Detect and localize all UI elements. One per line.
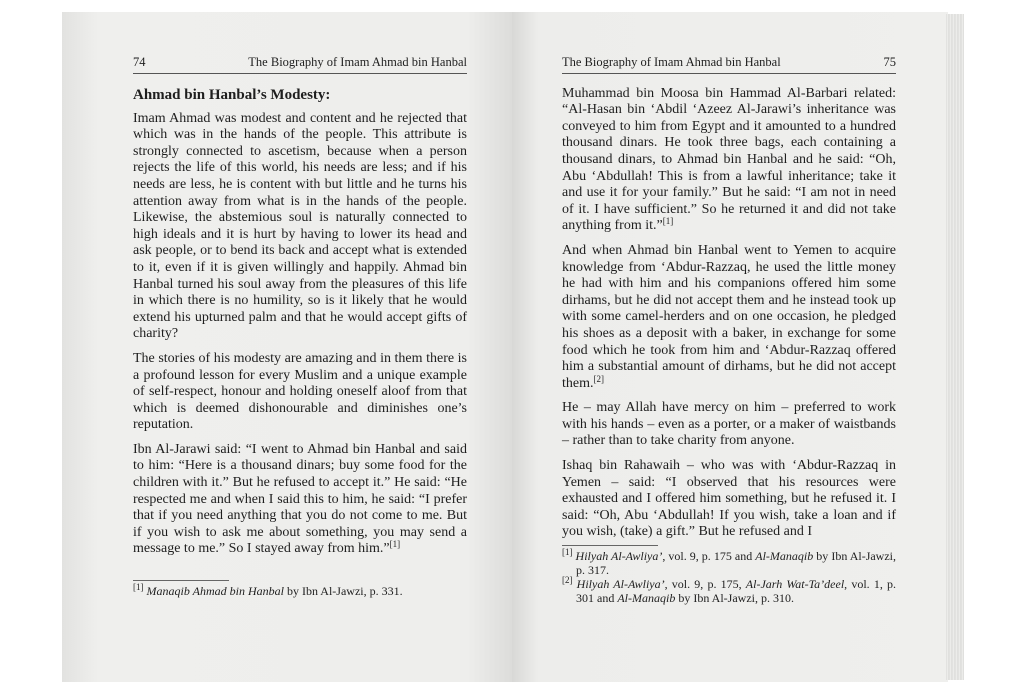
footnote-rule	[562, 545, 658, 546]
footnote-marker: [2]	[562, 575, 573, 586]
paragraph: The stories of his modesty are amazing and in them there is a profound lesson for every Muslim and a unique example of self-respect, honour and holding oneself aloof from that which is deemed dishonourable and diminishes one’s reputation.	[133, 350, 467, 433]
footnote-ref: [1]	[389, 539, 401, 550]
footnote-marker: [1]	[133, 582, 144, 593]
paragraph	[562, 86, 896, 235]
footnote-title: Hilyah Al-Awliya’	[576, 577, 665, 592]
paragraph: He – may Allah have mercy on him – preferred to work with his hands – even as a porter, or a maker of waistbands – rather than to take charity from anyone.	[562, 400, 896, 449]
footnote-text: , vol. 9, p. 175,	[664, 577, 746, 592]
footnote	[562, 549, 896, 577]
page-number: 74	[133, 55, 146, 69]
paragraph: Imam Ahmad was modest and content and he rejected that which was in the hands of the people. This attribute is strongly connected to ascetism, because when a person rejects the life of this world, his needs are less; and if his needs are less, he is content with but little and he turns his attention away from what is in the hands of the people. Likewise, the abstemious soul is naturally connected to high ideals and it is hurt by having to lower its head and ask people, or to bend its back and accept what is extended to it, even if it is given willingly and happily. Ahmad bin Hanbal turned his soul away from the pleasures of this life in which there is no humility, so is it likely that he would extend his upturned palm and that he would accept gifts of charity?	[133, 110, 467, 342]
footnote-ref: [1]	[662, 216, 674, 227]
page-stack-edge	[946, 14, 964, 680]
page-number: 75	[883, 55, 896, 69]
running-header	[133, 54, 467, 74]
footnote-title: Manaqib Ahmad bin Hanbal	[146, 584, 284, 599]
paragraph	[133, 442, 467, 558]
footnote-text: by Ibn Al-Jawzi, p. 310.	[675, 591, 794, 606]
footnote-title: Al-Manaqib	[617, 591, 676, 606]
footnote	[133, 584, 467, 598]
footnote	[562, 577, 896, 605]
right-page	[512, 12, 948, 682]
footnote-text: , vol. 1, p. 301 and	[576, 577, 897, 606]
running-head: The Biography of Imam Ahmad bin Hanbal	[248, 55, 467, 69]
footnote-ref: [2]	[593, 373, 604, 384]
footnote-rule	[133, 580, 229, 581]
section-heading: Ahmad bin Hanbal’s Modesty:	[133, 86, 331, 103]
paragraph: Ishaq bin Rahawaih – who was with ‘Abdur-Razzaq in Yemen – said: “I observed that his resources were exhausted and I offered him something, but he refused it. I said: “Oh, Abu ‘Abdullah! If you wish, take a loan and if you wish, (take) a gift.” But he refused and I	[562, 458, 896, 540]
left-page	[62, 12, 512, 682]
footnote-marker: [1]	[562, 547, 573, 558]
running-header	[562, 54, 896, 74]
running-head: The Biography of Imam Ahmad bin Hanbal	[562, 55, 781, 69]
paragraph-text: And when Ahmad bin Hanbal went to Yemen to acquire knowledge from ‘Abdur-Razzaq, he used the little money he had with him and his companions offered him some dirhams, but he did not accept them and he instead took up with some camel-herders and on one occasion, he pledged his shoes as a deposit with a baker, in exchange for some food which he took from him and ‘Abdur-Razzaq offered him a substantial amount of dirhams, but he did not accept them.	[562, 242, 896, 391]
footnote-text: , vol. 9, p. 175 and	[662, 549, 756, 564]
left-page-text	[133, 54, 467, 598]
footnote-title: Hilyah Al-Awliya’	[575, 549, 663, 564]
paragraph-text: Ibn Al-Jarawi said: “I went to Ahmad bin Hanbal and said to him: “Here is a thousand dinars; buy some food for the children with it.” But he refused to accept it.” He said: “He respected me and when I said this to him, he said: “I prefer that if you need anything that you do not come to me. But if you wish to ask me about something, you may send a message to me.” So I stayed away from him.”	[133, 441, 467, 557]
right-page-text	[562, 54, 896, 605]
footnote-text: by Ibn Al-Jawzi, p. 317.	[576, 549, 897, 578]
footnote-text: by Ibn Al-Jawzi, p. 331.	[283, 584, 403, 599]
paragraph	[562, 243, 896, 392]
footnote-title: Al-Jarh Wat-Ta’deel	[745, 577, 845, 592]
paragraph-text: Muhammad bin Moosa bin Hammad Al-Barbari related: “Al-Hasan bin ‘Abdil ‘Azeez Al-Jarawi’s inheritance was conveyed to him from Egypt and it amounted to a hundred thousand dinars. He took three bags, each containing a thousand dinars, to Ahmad bin Hanbal and he said: “Oh, Abu ‘Abdullah! This is from a lawful inheritance; take it and use it for your family.” But he said: “I am not in need of it. I have sufficient.” So he returned it and did not take anything from it.”	[562, 85, 896, 234]
footnote-title: Al-Manaqib	[755, 549, 814, 564]
